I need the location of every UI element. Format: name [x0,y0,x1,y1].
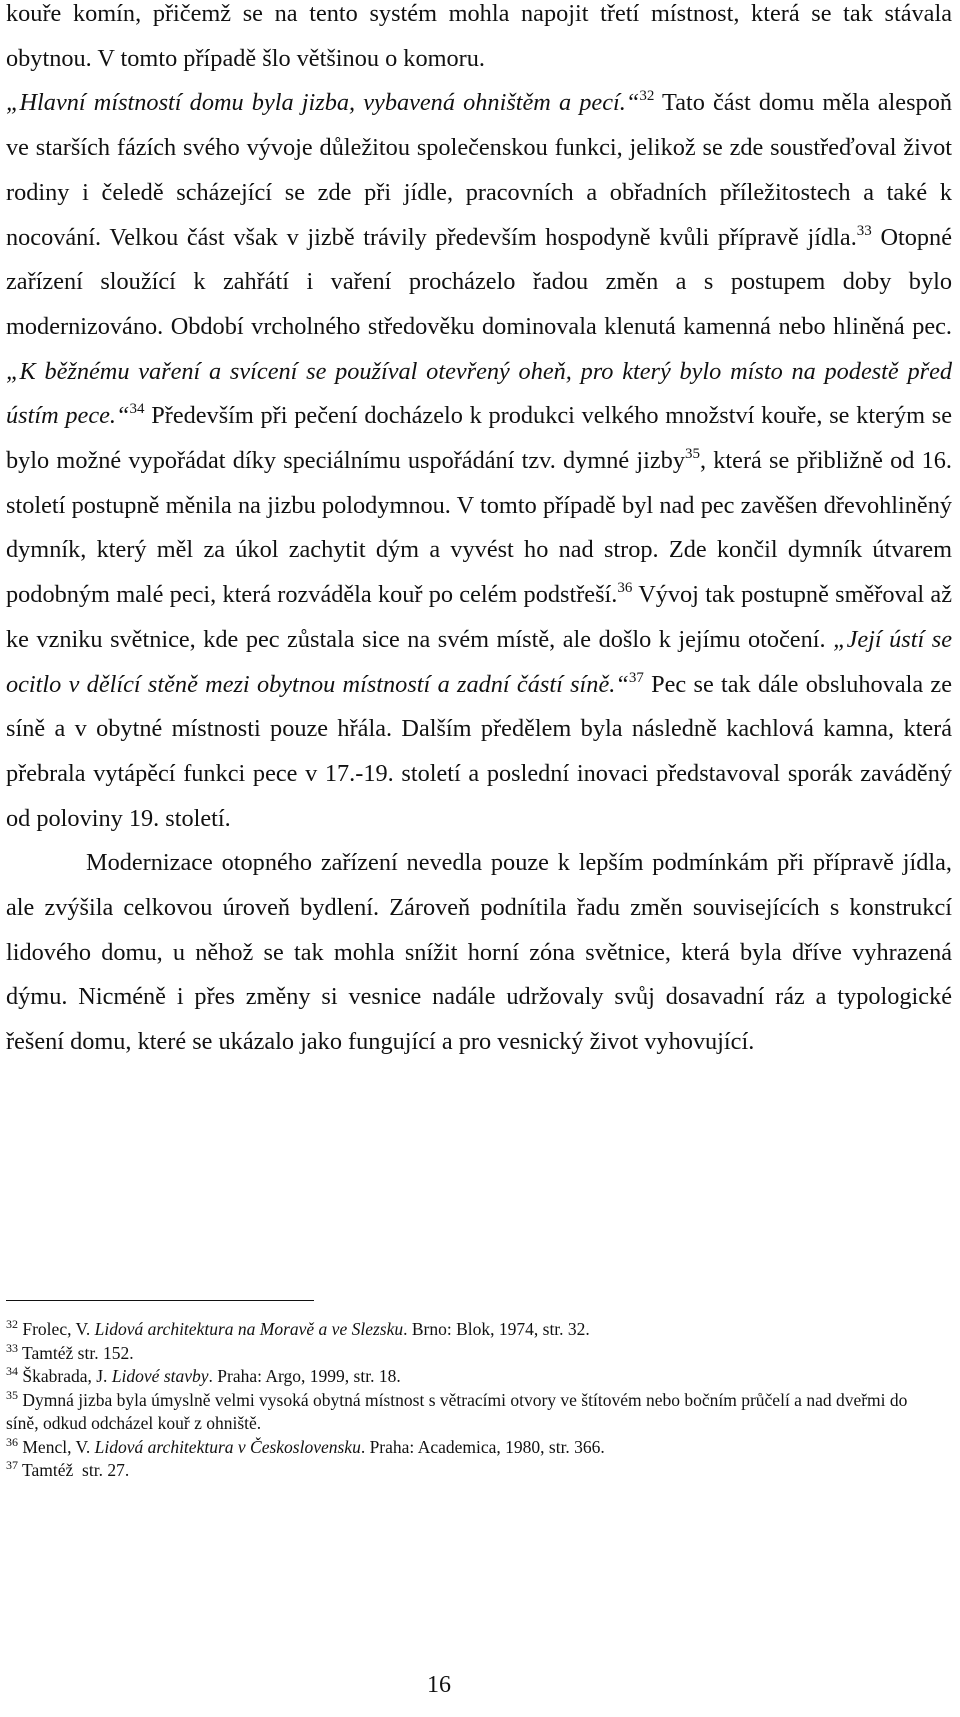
page-number: 16 [427,1672,451,1698]
footnote-number: 34 [6,1364,18,1378]
footnote-book-title: Lidová architektura v Československu [94,1436,361,1457]
footnote-text: Tamtéž str. 152. [18,1342,134,1363]
footnote-number: 36 [6,1434,18,1449]
paragraph-1-text: kouře komín, přičemž se na tento systém mohla napojit třetí místnost, která se tak stávala obytnou. V tomto případě šlo většinou o komoru. [6,0,952,72]
footnote-ref-34[interactable]: 34 [129,401,145,418]
paragraph-2-text-5: Vývoj tak postupně směřoval až ke vzniku světnice, kde pec zůstala sice na svém místě, ale došlo k jejímu otočení. [6,581,953,653]
paragraph-1 [6,0,952,81]
paragraph-2 [6,81,952,841]
footnote-number: 37 [6,1458,18,1472]
footnote-text: . Brno: Blok, 1974, str. 32. [403,1319,590,1339]
footnote-33 [6,1342,936,1366]
paragraph-2-text-1: Tato část domu měla alespoň ve starších fázích svého vývoje důležitou společenskou funkci, jelikož se zde soustřeďoval život rodiny i čeledě scházející se zde při jídle, pracovních a obřadních příležitostech a také k nocování. Velkou část však v jizbě trávily především hospodyně kvůli přípravě jídla. [6,89,952,251]
footnote-32 [6,1318,936,1342]
footnote-35 [6,1389,936,1436]
footnote-ref-36[interactable]: 36 [617,580,633,597]
footnote-34 [6,1365,936,1389]
quote-1: „Hlavní místností domu byla jizba, vybavená ohništěm a pecí.“ [6,89,640,117]
footnote-37 [6,1459,936,1483]
footnote-ref-32[interactable]: 32 [639,88,655,105]
footnote-36 [6,1436,936,1460]
paragraph-3-text: Modernizace otopného zařízení nevedla pouze k lepším podmínkám při přípravě jídla, ale zvýšila celkovou úroveň bydlení. Zároveň podnítila řadu změn souvisejících s konstrukcí lidového domu, u něhož se tak mohla snížit horní zóna světnice, která byla dříve vyhrazená dýmu. Nicméně i přes změny si vesnice nadále udržovaly svůj dosavadní ráz a typologické řešení domu, které se ukázalo jako fungující a pro vesnický život vyhovující. [6,849,952,1056]
footnote-text: . Praha: Argo, 1999, str. 18. [208,1366,401,1386]
footnote-number: 32 [6,1317,18,1331]
footnote-text: Frolec, V. [18,1319,95,1339]
body-text [6,0,952,1065]
paragraph-2-text-2: Otopné zařízení sloužící k zahřátí i vaření procházelo řadou změn a s postupem doby bylo modernizováno. Období vrcholného středověku dominovala klenutá kamenná nebo hliněná pec. [6,223,952,340]
paragraph-2-text-6: Pec se tak dále obsluhovala ze síně a v obytné místnosti pouze hřála. Dalším předělem byla následně kachlová kamna, která přebrala vytápěcí funkci pece v 17.-19. století a poslední inovaci představoval sporák zaváděný od poloviny 19. století. [6,670,953,832]
footnote-number: 33 [6,1340,18,1355]
paragraph-3 [6,841,952,1065]
paragraph-2-text-4: , která se přibližně od 16. století postupně měnila na jizbu polodymnou. V tomto případě byl nad pec zavěšen dřevohliněný dymník, který měl za úkol zachytit dým a vyvést ho nad strop. Zde končil dymník útvarem podobným malé peci, která rozváděla kouř po celém podstřeší. [6,447,952,609]
footnote-book-title: Lidové stavby [111,1366,209,1386]
footnotes [6,1318,936,1483]
paragraph-2-text-3: Především při pečení docházelo k produkci velkého množství kouře, se kterým se bylo možné vypořádat díky speciálnímu uspořádání tzv. dymné jizby [6,402,952,475]
footnote-number: 35 [6,1387,18,1402]
footnote-book-title: Lidová architektura na Moravě a ve Slezsku [94,1319,404,1339]
quote-2: „K běžnému vaření a svícení se používal otevřený oheň, pro který bylo místo na podestě před ústím pece.“ [6,357,952,430]
footnote-ref-35[interactable]: 35 [684,446,700,463]
footnote-text: . Praha: Academica, 1980, str. 366. [360,1436,605,1457]
footnote-ref-37[interactable]: 37 [628,669,644,686]
quote-3: „Její ústí se ocitlo v dělící stěně mezi obytnou místností a zadní částí síně.“ [6,625,952,698]
footnote-text: Škabrada, J. [18,1366,112,1386]
footnote-text: Tamtéž str. 27. [18,1460,130,1480]
footnote-ref-33[interactable]: 33 [856,222,872,239]
footnote-text: Mencl, V. [18,1436,95,1457]
footnote-text: Dymná jizba byla úmyslně velmi vysoká obytná místnost s větracími otvory ve štítovém nebo bočním průčelí a nad dveřmi do síně, odkud odcházel kouř z ohniště. [6,1389,908,1433]
footnote-separator [6,1300,314,1301]
